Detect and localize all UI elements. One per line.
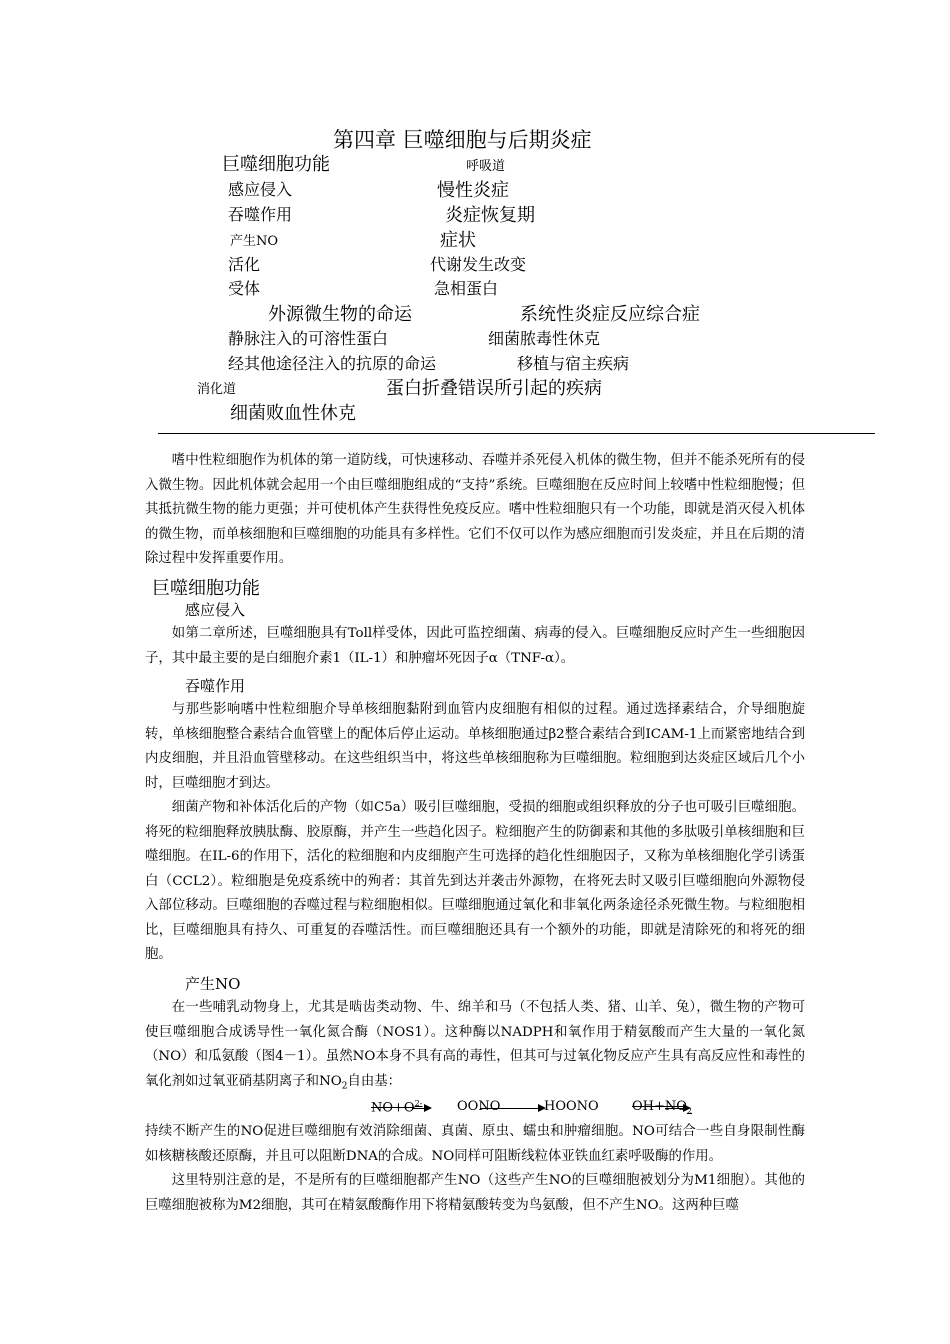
toc-item[interactable]: 慢性炎症	[437, 180, 509, 201]
paragraph: 持续不断产生的NO促进巨噬细胞有效消除细菌、真菌、原虫、蠕虫和肿瘤细胞。NO可结合一些自身限制性酶如核糖核酸还原酶，并且可以阻断DNA的合成。NO同样可阻断线粒体亚铁血红素呼吸酶的作用。	[145, 1124, 805, 1164]
subsection-heading: 产生NO	[185, 975, 241, 993]
equation-term: HOONO	[544, 1099, 599, 1114]
paragraph: 细菌产物和补体活化后的产物（如C5a）吸引巨噬细胞，受损的细胞或组织释放的分子也可吸引巨噬细胞。将死的粒细胞释放胰肽酶、胶原酶，并产生一些趋化因子。粒细胞产生的防御素和其他的多肽吸引单核细胞和巨噬细胞。在IL-6的作用下，活化的粒细胞和内皮细胞产生可选择的趋化性细胞因子，又称为单核细胞化学引诱蛋白（CCL2）。粒细胞是免疫系统中的殉者：其首先到达并袭击外源物，在将死去时又吸引巨噬细胞向外源物侵入部位移动。巨噬细胞的吞噬过程与粒细胞相似。巨噬细胞通过氧化和非氧化两条途径杀死微生物。与粒细胞相比，巨噬细胞具有持久、可重复的吞噬活性。而巨噬细胞还具有一个额外的功能，即就是清除死的和将死的细胞。	[145, 800, 805, 962]
subsection-heading: 吞噬作用	[185, 677, 246, 695]
toc-item[interactable]: 细菌败血性休克	[230, 403, 356, 424]
subscript: 2	[341, 1081, 348, 1092]
toc-item[interactable]: 急相蛋白	[434, 279, 499, 298]
toc-item[interactable]: 经其他途径注入的抗原的命运	[228, 354, 437, 373]
superscript: 2-	[414, 1099, 423, 1108]
paragraph-text: 自由基：	[347, 1073, 402, 1089]
toc-item[interactable]: 代谢发生改变	[430, 255, 527, 274]
toc-item[interactable]: 感应侵入	[228, 180, 293, 199]
toc-item[interactable]: 消化道	[197, 382, 237, 397]
toc-item[interactable]: 系统性炎症反应综合症	[520, 304, 700, 325]
paragraph: 如第二章所述，巨噬细胞具有Toll样受体，因此可监控细菌、病毒的侵入。巨噬细胞反应时产生一些细胞因子，其中最主要的是白细胞介素1（IL-1）和肿瘤坏死因子α（TNF-α）。	[145, 626, 805, 666]
divider	[158, 433, 875, 434]
chapter-title: 第四章 巨噬细胞与后期炎症	[333, 128, 592, 152]
equation-text: NO+O	[371, 1100, 415, 1116]
toc-item[interactable]: 蛋白折叠错误所引起的疾病	[386, 378, 602, 399]
toc-item[interactable]: 巨噬细胞功能	[222, 154, 330, 175]
reaction-arrow	[665, 1108, 689, 1109]
section-heading: 巨噬细胞功能	[152, 578, 260, 599]
toc-item[interactable]: 产生NO	[230, 234, 279, 249]
reaction-arrow	[480, 1108, 544, 1109]
toc-item[interactable]: 外源微生物的命运	[268, 304, 412, 325]
equation-term: OONO	[457, 1099, 501, 1114]
toc-item[interactable]: 吞噬作用	[228, 205, 293, 224]
toc-item[interactable]: 活化	[228, 255, 261, 274]
subsection-heading: 感应侵入	[185, 601, 246, 619]
paragraph-text: 在一些哺乳动物身上，尤其是啮齿类动物、牛、绵羊和马（不包括人类、猪、山羊、兔），微生物的产物可使巨噬细胞合成诱导性一氧化氮合酶（NOS1）。这种酶以NADPH和氧作用于精氨酸而产生大量的一氧化氮（NO）和瓜氨酸（图4－1）。虽然NO本身不具有高的毒性，但其可与过氧化物反应产生具有高反应性和毒性的氧化剂如过氧亚硝基阴离子和NO	[145, 1000, 805, 1089]
equation-text: OH+NO	[632, 1099, 687, 1114]
paragraph: 与那些影响嗜中性粒细胞介导单核细胞黏附到血管内皮细胞有相似的过程。通过选择素结合，介导细胞旋转，单核细胞整合素结合血管壁上的配体后停止运动。单核细胞通过β2整合素结合到ICAM-1上而紧密地结合到内皮细胞，并且沿血管壁移动。在这些组织当中，将这些单核细胞称为巨噬细胞。粒细胞到达炎症区域后几个小时，巨噬细胞才到达。	[145, 702, 805, 791]
toc-item[interactable]: 静脉注入的可溶性蛋白	[228, 329, 389, 348]
toc-item[interactable]: 症状	[440, 230, 476, 251]
toc-item[interactable]: 呼吸道	[466, 159, 506, 174]
subscript: 2	[686, 1106, 693, 1116]
toc-item[interactable]: 移植与宿主疾病	[517, 354, 630, 373]
intro-paragraph: 嗜中性粒细胞作为机体的第一道防线，可快速移动、吞噬并杀死侵入机体的微生物，但并不能杀死所有的侵入微生物。因此机体就会起用一个由巨噬细胞组成的“支持”系统。巨噬细胞在反应时间上较嗜中性粒细胞慢；但其抵抗微生物的能力更强；并可使机体产生获得性免疫反应。嗜中性粒细胞只有一个功能，即就是消灭侵入机体的微生物，而单核细胞和巨噬细胞的功能具有多样性。它们不仅可以作为感应细胞而引发炎症，并且在后期的清除过程中发挥重要作用。	[145, 453, 805, 566]
paragraph: 这里特别注意的是，不是所有的巨噬细胞都产生NO（这些产生NO的巨噬细胞被划分为M1细胞）。其他的巨噬细胞被称为M2细胞，其可在精氨酸酶作用下将精氨酸转变为鸟氨酸，但不产生NO。这两种巨噬	[145, 1173, 805, 1213]
reaction-arrow	[412, 1108, 430, 1109]
paragraph	[145, 996, 805, 1099]
toc-item[interactable]: 炎症恢复期	[445, 205, 535, 226]
toc-item[interactable]: 受体	[228, 279, 261, 298]
toc-item[interactable]: 细菌脓毒性休克	[488, 329, 601, 348]
